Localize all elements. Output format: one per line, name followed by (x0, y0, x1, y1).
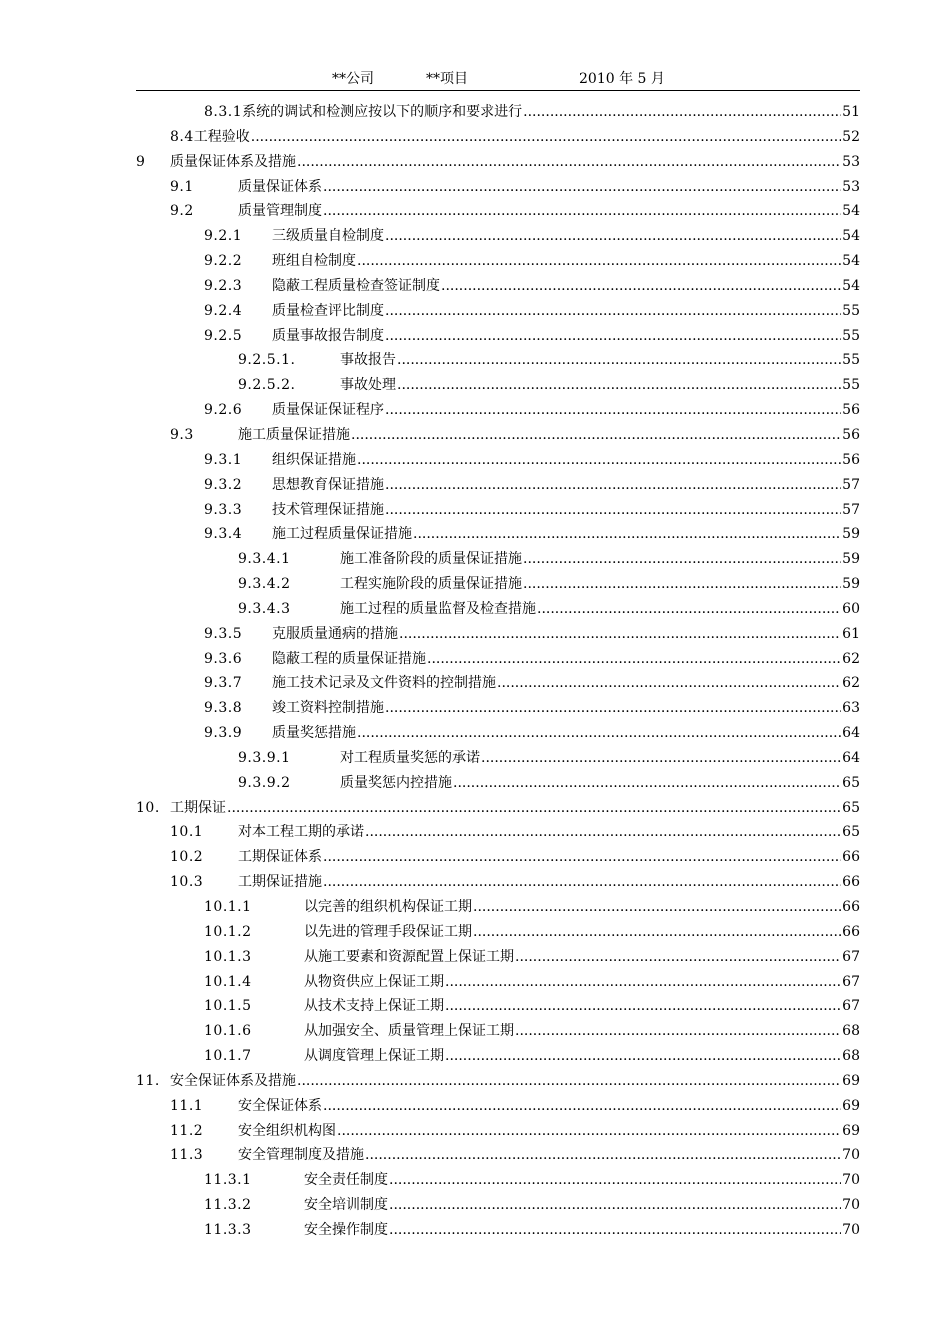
dot-leader (445, 970, 841, 995)
toc-entry-page: 59 (842, 551, 860, 568)
toc-entry-title: 以先进的管理手段保证工期 (304, 923, 472, 940)
toc-entry[interactable] (136, 771, 860, 796)
dot-leader (357, 721, 841, 746)
toc-entry[interactable] (136, 448, 860, 473)
toc-entry-page: 54 (842, 253, 860, 270)
dot-leader (351, 423, 841, 448)
toc-entry-number: 9.2.1 (204, 228, 243, 245)
toc-entry-number: 8.3.1 (204, 104, 243, 120)
toc-entry-title: 施工质量保证措施 (238, 426, 350, 443)
toc-entry-title: 安全组织机构图 (238, 1122, 336, 1139)
toc-entry-number: 10.1.1 (204, 899, 252, 915)
dot-leader (515, 1019, 841, 1044)
dot-leader (413, 522, 841, 547)
toc-entry[interactable] (136, 994, 860, 1019)
toc-entry-title: 克服质量通病的措施 (272, 625, 398, 642)
toc-entry-title: 工期保证措施 (238, 874, 322, 891)
toc-entry[interactable] (136, 348, 860, 373)
dot-leader (497, 671, 841, 696)
dot-leader (523, 100, 841, 125)
toc-entry[interactable] (136, 920, 860, 945)
toc-entry-number: 11.2 (170, 1122, 204, 1139)
toc-entry-title: 施工准备阶段的质量保证措施 (340, 551, 522, 568)
toc-entry[interactable] (136, 1143, 860, 1168)
toc-entry[interactable] (136, 522, 860, 547)
dot-leader (357, 249, 841, 274)
toc-entry-page: 56 (842, 426, 860, 443)
dot-leader (523, 547, 841, 572)
toc-entry-number: 9.2.2 (204, 253, 243, 270)
toc-entry[interactable] (136, 150, 860, 175)
toc-entry-page: 67 (842, 998, 860, 1015)
toc-entry-page: 66 (842, 923, 860, 940)
toc-entry-page: 66 (842, 849, 860, 866)
toc-entry-page: 61 (842, 625, 860, 642)
toc-entry-number: 9.3.4.1 (238, 551, 291, 568)
toc-entry-number: 9.3.4 (204, 526, 243, 543)
dot-leader (515, 945, 841, 970)
toc-entry[interactable] (136, 498, 860, 523)
toc-entry-page: 66 (842, 874, 860, 891)
toc-entry[interactable] (136, 274, 860, 299)
toc-entry-title: 竣工资料控制措施 (272, 700, 384, 717)
toc-entry-page: 54 (842, 203, 860, 220)
toc-entry-page: 69 (842, 1072, 860, 1089)
toc-entry-title: 思想教育保证措施 (272, 476, 384, 493)
dot-leader (323, 845, 841, 870)
toc-entry-title: 对本工程工期的承诺 (238, 824, 364, 841)
dot-leader (397, 348, 841, 373)
toc-entry-number: 9.2.3 (204, 277, 243, 294)
toc-entry-title: 班组自检制度 (272, 253, 356, 270)
toc-entry-title: 安全操作制度 (304, 1221, 388, 1238)
dot-leader (323, 175, 841, 200)
toc-entry-page: 56 (842, 402, 860, 419)
toc-entry[interactable] (136, 1193, 860, 1218)
toc-entry[interactable] (136, 224, 860, 249)
toc-entry-page: 68 (842, 1023, 860, 1040)
toc-entry-title: 隐蔽工程的质量保证措施 (272, 650, 426, 667)
toc-entry-number: 9.3.8 (204, 700, 243, 717)
toc-entry-number: 11.3 (170, 1147, 204, 1164)
dot-leader (389, 1193, 841, 1218)
toc-entry-number: 10.1.6 (204, 1023, 252, 1040)
dot-leader (227, 796, 841, 821)
toc-entry-number: 9.3.5 (204, 625, 243, 642)
toc-entry-number: 10.1.3 (204, 948, 252, 965)
toc-entry[interactable] (136, 1218, 860, 1243)
toc-entry-number: 9.3.4.2 (238, 576, 291, 593)
toc-entry[interactable] (136, 671, 860, 696)
toc-entry[interactable] (136, 820, 860, 845)
toc-entry-title: 安全培训制度 (304, 1197, 388, 1214)
dot-leader (537, 597, 841, 622)
toc-entry-title: 质量保证体系及措施 (170, 153, 296, 170)
toc-entry-title: 工期保证体系 (238, 849, 322, 866)
dot-leader (389, 1168, 841, 1193)
toc-entry[interactable] (136, 870, 860, 895)
toc-entry[interactable] (136, 1044, 860, 1069)
toc-entry-number: 9.3.7 (204, 675, 243, 692)
toc-entry[interactable] (136, 970, 860, 995)
toc-entry[interactable] (136, 945, 860, 970)
dot-leader (385, 696, 841, 721)
toc-entry-title: 安全保证体系 (238, 1097, 322, 1114)
toc-entry-number: 9.3.9 (204, 725, 243, 742)
toc-entry-number: 9.1 (170, 178, 194, 195)
dot-leader (385, 398, 841, 423)
toc-entry-page: 69 (842, 1097, 860, 1114)
dot-leader (385, 299, 841, 324)
toc-entry[interactable] (136, 572, 860, 597)
dot-leader (445, 1044, 841, 1069)
dot-leader (323, 870, 841, 895)
toc-entry-page: 65 (842, 824, 860, 841)
toc-entry-number: 9.2.4 (204, 302, 243, 319)
dot-leader (481, 746, 841, 771)
toc-entry-title: 事故报告 (340, 352, 396, 369)
dot-leader (385, 324, 841, 349)
toc-entry-page: 70 (842, 1197, 860, 1214)
toc-entry-title: 从加强安全、质量管理上保证工期 (304, 1023, 514, 1040)
toc-entry[interactable] (136, 696, 860, 721)
toc-entry-number: 9.3.6 (204, 650, 243, 667)
toc-entry-number: 8.4 (170, 128, 194, 145)
toc-entry[interactable] (136, 622, 860, 647)
toc-entry-title: 技术管理保证措施 (272, 501, 384, 518)
toc-entry-title: 工程验收 (193, 128, 250, 145)
toc-entry-page: 55 (842, 327, 860, 344)
header-divider (136, 90, 860, 91)
toc-entry-title: 从物资供应上保证工期 (304, 973, 444, 990)
toc-entry-title: 施工过程的质量监督及检查措施 (340, 600, 536, 617)
toc-entry[interactable] (136, 647, 860, 672)
toc-entry-number: 10.1 (170, 824, 204, 841)
dot-leader (365, 820, 841, 845)
toc-entry-number: 11.1 (170, 1097, 204, 1114)
toc-entry-number: 9.3.9.2 (238, 774, 291, 791)
toc-entry[interactable] (136, 373, 860, 398)
dot-leader (297, 150, 841, 175)
toc-entry-page: 62 (842, 675, 860, 692)
dot-leader (337, 1119, 841, 1144)
page-header (136, 68, 860, 90)
toc-entry-page: 59 (842, 526, 860, 543)
toc-entry-title: 从调度管理上保证工期 (304, 1048, 444, 1065)
toc-entry-title: 工程实施阶段的质量保证措施 (340, 576, 522, 593)
toc-entry-title: 质量保证保证程序 (272, 402, 384, 419)
toc-entry[interactable] (136, 1019, 860, 1044)
toc-entry-number: 9.3.2 (204, 476, 243, 493)
toc-entry-number: 9.3.9.1 (238, 749, 291, 766)
dot-leader (323, 199, 841, 224)
toc-entry-number: 11. (136, 1072, 160, 1089)
toc-entry-page: 51 (842, 104, 860, 120)
toc-entry-title: 质量奖惩措施 (272, 725, 356, 742)
dot-leader (397, 373, 841, 398)
toc-entry-page: 70 (842, 1172, 860, 1189)
toc-entry-page: 55 (842, 377, 860, 394)
dot-leader (385, 498, 841, 523)
toc-entry[interactable] (136, 721, 860, 746)
toc-entry[interactable] (136, 895, 860, 920)
toc-entry-title: 安全保证体系及措施 (170, 1072, 296, 1089)
toc-entry-page: 68 (842, 1048, 860, 1065)
toc-entry-page: 67 (842, 973, 860, 990)
toc-entry[interactable] (136, 199, 860, 224)
header-project: **项目 (426, 71, 468, 87)
dot-leader (385, 224, 841, 249)
toc-entry-page: 70 (842, 1221, 860, 1238)
toc-entry-number: 11.3.2 (204, 1197, 252, 1214)
toc-entry-title: 组织保证措施 (272, 451, 356, 468)
toc-entry-page: 66 (842, 899, 860, 915)
toc-entry-page: 65 (842, 799, 860, 816)
toc-entry-number: 9.3.4.3 (238, 600, 291, 617)
toc-entry-number: 9.2.6 (204, 402, 243, 419)
toc-entry-title: 施工技术记录及文件资料的控制措施 (272, 675, 496, 692)
toc-entry-page: 69 (842, 1122, 860, 1139)
toc-entry-title: 对工程质量奖惩的承诺 (340, 749, 480, 766)
toc-entry-number: 10. (136, 799, 160, 816)
toc-entry-page: 53 (842, 153, 860, 170)
toc-entry[interactable] (136, 1168, 860, 1193)
toc-entry-title: 质量事故报告制度 (272, 327, 384, 344)
dot-leader (427, 647, 841, 672)
toc-entry-page: 54 (842, 228, 860, 245)
toc-entry[interactable] (136, 324, 860, 349)
toc-entry-page: 65 (842, 774, 860, 791)
toc-entry-title: 质量检查评比制度 (272, 302, 384, 319)
dot-leader (523, 572, 841, 597)
toc-entry-page: 52 (842, 128, 860, 145)
toc-entry[interactable] (136, 1119, 860, 1144)
toc-entry-number: 9.3.3 (204, 501, 243, 518)
toc-entry-number: 10.1.2 (204, 923, 252, 940)
toc-entry-page: 57 (842, 501, 860, 518)
toc-entry-page: 64 (842, 749, 860, 766)
toc-entry-number: 10.1.4 (204, 973, 252, 990)
toc-entry[interactable] (136, 1094, 860, 1119)
dot-leader (385, 473, 841, 498)
toc-entry-page: 67 (842, 948, 860, 965)
dot-leader (473, 920, 841, 945)
toc-entry-number: 9.2.5.2. (238, 377, 296, 394)
toc-entry-page: 63 (842, 700, 860, 717)
toc-entry-title: 工期保证 (170, 799, 226, 816)
table-of-contents (136, 100, 860, 1243)
toc-entry-title: 系统的调试和检测应按以下的顺序和要求进行 (242, 104, 523, 120)
toc-entry[interactable] (136, 423, 860, 448)
toc-entry-page: 64 (842, 725, 860, 742)
toc-entry[interactable] (136, 547, 860, 572)
toc-entry[interactable] (136, 125, 860, 150)
toc-entry-page: 60 (842, 600, 860, 617)
toc-entry-title: 从技术支持上保证工期 (304, 998, 444, 1015)
toc-entry-title: 施工过程质量保证措施 (272, 526, 412, 543)
toc-entry-title: 三级质量自检制度 (272, 228, 384, 245)
toc-entry-number: 9.3 (170, 426, 194, 443)
toc-entry-page: 55 (842, 302, 860, 319)
toc-entry[interactable] (136, 473, 860, 498)
dot-leader (453, 771, 841, 796)
toc-entry-page: 62 (842, 650, 860, 667)
toc-entry-page: 55 (842, 352, 860, 369)
toc-entry-title: 事故处理 (340, 377, 396, 394)
toc-entry-title: 安全责任制度 (304, 1172, 388, 1189)
dot-leader (441, 274, 841, 299)
toc-entry[interactable] (136, 796, 860, 821)
toc-entry-title: 质量保证体系 (238, 178, 322, 195)
toc-entry-page: 57 (842, 476, 860, 493)
toc-entry-page: 70 (842, 1147, 860, 1164)
toc-entry-title: 以完善的组织机构保证工期 (304, 899, 472, 915)
toc-entry[interactable] (136, 1069, 860, 1094)
toc-entry-title: 从施工要素和资源配置上保证工期 (304, 948, 514, 965)
toc-entry[interactable] (136, 175, 860, 200)
toc-entry-page: 59 (842, 576, 860, 593)
header-company: **公司 (332, 71, 374, 87)
toc-entry-number: 9.2.5.1. (238, 352, 296, 369)
dot-leader (445, 994, 841, 1019)
toc-entry[interactable] (136, 597, 860, 622)
dot-leader (251, 125, 841, 150)
dot-leader (389, 1218, 841, 1243)
toc-entry-number: 11.3.1 (204, 1172, 252, 1189)
toc-entry[interactable] (136, 299, 860, 324)
dot-leader (365, 1143, 841, 1168)
toc-entry-number: 9.2.5 (204, 327, 243, 344)
dot-leader (473, 895, 841, 920)
toc-entry[interactable] (136, 100, 860, 125)
toc-entry-number: 9 (136, 153, 146, 170)
toc-entry-number: 10.2 (170, 849, 204, 866)
toc-entry-number: 10.3 (170, 874, 204, 891)
header-date: 2010 年 5 月 (579, 71, 665, 87)
toc-entry-number: 11.3.3 (204, 1221, 252, 1238)
toc-entry-title: 隐蔽工程质量检查签证制度 (272, 277, 440, 294)
dot-leader (297, 1069, 841, 1094)
toc-entry-title: 质量管理制度 (238, 203, 322, 220)
toc-entry-title: 质量奖惩内控措施 (340, 774, 452, 791)
dot-leader (357, 448, 841, 473)
dot-leader (323, 1094, 841, 1119)
toc-entry[interactable] (136, 249, 860, 274)
dot-leader (399, 622, 841, 647)
toc-entry-number: 10.1.7 (204, 1048, 252, 1065)
toc-entry-title: 安全管理制度及措施 (238, 1147, 364, 1164)
toc-entry[interactable] (136, 845, 860, 870)
toc-entry-number: 9.2 (170, 203, 194, 220)
toc-entry[interactable] (136, 398, 860, 423)
toc-entry-number: 10.1.5 (204, 998, 252, 1015)
toc-entry[interactable] (136, 746, 860, 771)
toc-entry-page: 53 (842, 178, 860, 195)
toc-entry-number: 9.3.1 (204, 451, 243, 468)
toc-entry-page: 56 (842, 451, 860, 468)
toc-entry-page: 54 (842, 277, 860, 294)
